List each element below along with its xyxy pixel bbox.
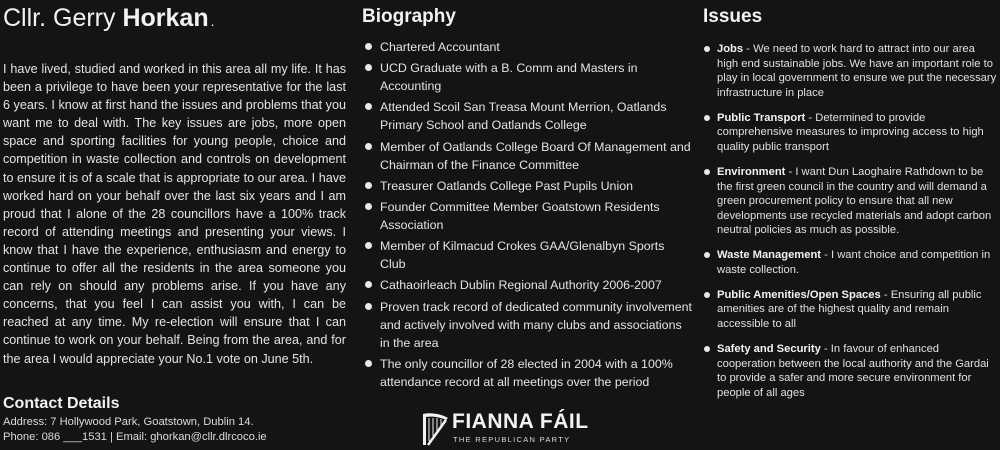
- biography-item: Member of Kilmacud Crokes GAA/Glenalbyn Sports Club: [362, 237, 692, 273]
- issue-item: Public Amenities/Open Spaces - Ensuring all public amenities are of the highest quality and remain accessible to all: [703, 288, 998, 332]
- biography-item: Treasurer Oatlands College Past Pupils Union: [362, 177, 692, 195]
- issue-text: I want choice and competition in waste collection.: [717, 249, 991, 276]
- issue-title: Environment: [717, 165, 786, 178]
- bullet-icon: [704, 346, 710, 352]
- issues-list: [703, 42, 998, 411]
- issue-item: Jobs - We need to work hard to attract into our area high end sustainable jobs. We have an important role to play in local government to ensure we put the necessary infrastructure in place: [703, 42, 998, 100]
- bullet-icon: [365, 281, 372, 288]
- bullet-icon: [704, 252, 710, 258]
- bullet-icon: [365, 242, 372, 249]
- bullet-icon: [704, 169, 710, 175]
- bullet-icon: [365, 303, 372, 310]
- issue-text: Ensuring all public amenities are of the highest quality and remain accessible to all: [717, 288, 982, 331]
- issue-text: In favour of enhanced cooperation between the local authority and the Gardai to provide a safer and more secure environment for people of all ages: [717, 343, 989, 399]
- issue-title: Jobs: [717, 43, 744, 55]
- bullet-icon: [365, 360, 372, 367]
- bullet-icon: [704, 292, 710, 298]
- biography-item: UCD Graduate with a B. Comm and Masters in Accounting: [362, 59, 692, 95]
- issues-heading: Issues: [703, 6, 763, 27]
- contact-address: Address: 7 Hollywood Park, Goatstown, Dublin 14.: [3, 416, 254, 428]
- party-logo: [420, 410, 590, 448]
- name-surname: Horkan: [122, 4, 209, 32]
- bullet-icon: [365, 103, 372, 110]
- issue-item: Public Transport - Determined to provide comprehensive measures to improving access to high quality public transport: [703, 111, 998, 155]
- biography-item: Chartered Accountant: [362, 38, 692, 56]
- bullet-icon: [365, 43, 372, 50]
- bullet-icon: [365, 182, 372, 189]
- party-name: FIANNA FÁIL: [452, 410, 589, 433]
- issue-title: Public Amenities/Open Spaces: [717, 288, 881, 301]
- contact-heading: Contact Details: [3, 395, 120, 412]
- name-prefix: Cllr. Gerry: [3, 4, 116, 32]
- bullet-icon: [704, 46, 710, 52]
- biography-item: The only councillor of 28 elected in 2004 with a 100% attendance record at all meetings over the period: [362, 355, 692, 391]
- issue-title: Waste Management: [717, 249, 822, 262]
- issue-title: Public Transport: [717, 111, 806, 124]
- harp-icon: [420, 412, 450, 446]
- candidate-name: [3, 4, 214, 33]
- issue-text: Determined to provide comprehensive measures to improving access to high quality public transport: [717, 111, 984, 153]
- party-tagline: THE REPUBLICAN PARTY: [453, 435, 571, 444]
- bullet-icon: [365, 143, 372, 150]
- issue-title: Safety and Security: [717, 343, 821, 356]
- contact-phone-email: Phone: 086 ___1531 | Email: ghorkan@cllr.dlrcoco.ie: [3, 431, 267, 443]
- biography-heading: Biography: [362, 6, 456, 27]
- biography-item: Founder Committee Member Goatstown Residents Association: [362, 198, 692, 234]
- issue-text: I want Dun Laoghaire Rathdown to be the first green council in the country and will demand a green procurement policy to ensure that all new developments use recycled materials and adopt carbon neutral policies as much as possible.: [717, 165, 992, 237]
- intro-paragraph: I have lived, studied and worked in this area all my life. It has been a privilege to have been your representative for the last 6 years. I know at first hand the issues and problems that you want me to deal with. The key issues are jobs, more open space and sporting facilities for young people, choice and competition in waste collection and controls on development to ensure it is of a scale that is appropriate to our area. I have worked hard on your behalf over the last six years and I am proud that I alone of the 28 councillors have a 100% track record of attending meetings and presenting your views. I know that I have the experience, enthusiasm and energy to continue to offer all the residents in the area someone you can rely on should any problems arise. If you have any concerns, that you feel I can assist you with, I can be reached at any time. My re-election will ensure that I can continue to work on your behalf. Being from the area, and for the area I would appreciate your No.1 vote on June 5th.: [3, 62, 346, 366]
- issue-text: We need to work hard to attract into our area high end sustainable jobs. We have an important role to play in local government to ensure we put the necessary infrastructure in place: [717, 43, 997, 99]
- biography-item: Attended Scoil San Treasa Mount Merrion, Oatlands Primary School and Oatlands College: [362, 98, 692, 134]
- issue-item: Safety and Security - In favour of enhanced cooperation between the local authority and the Gardai to provide a safer and more secure environment for people of all ages: [703, 342, 998, 400]
- biography-list: [362, 38, 692, 394]
- biography-item: Proven track record of dedicated community involvement and actively involved with many clubs and associations in the area: [362, 298, 692, 352]
- issue-item: Waste Management - I want choice and competition in waste collection.: [703, 248, 998, 277]
- biography-item: Cathaoirleach Dublin Regional Authority 2006-2007: [362, 276, 692, 294]
- issue-item: Environment - I want Dun Laoghaire Rathdown to be the first green council in the country and will demand a green procurement policy to ensure that all new developments use recycled materials and adopt carbon neutral policies as much as possible.: [703, 165, 998, 238]
- bullet-icon: [704, 115, 710, 121]
- bullet-icon: [365, 64, 372, 71]
- biography-item: Member of Oatlands College Board Of Management and Chairman of the Finance Committee: [362, 138, 692, 174]
- name-dot: .: [210, 13, 215, 29]
- bullet-icon: [365, 203, 372, 210]
